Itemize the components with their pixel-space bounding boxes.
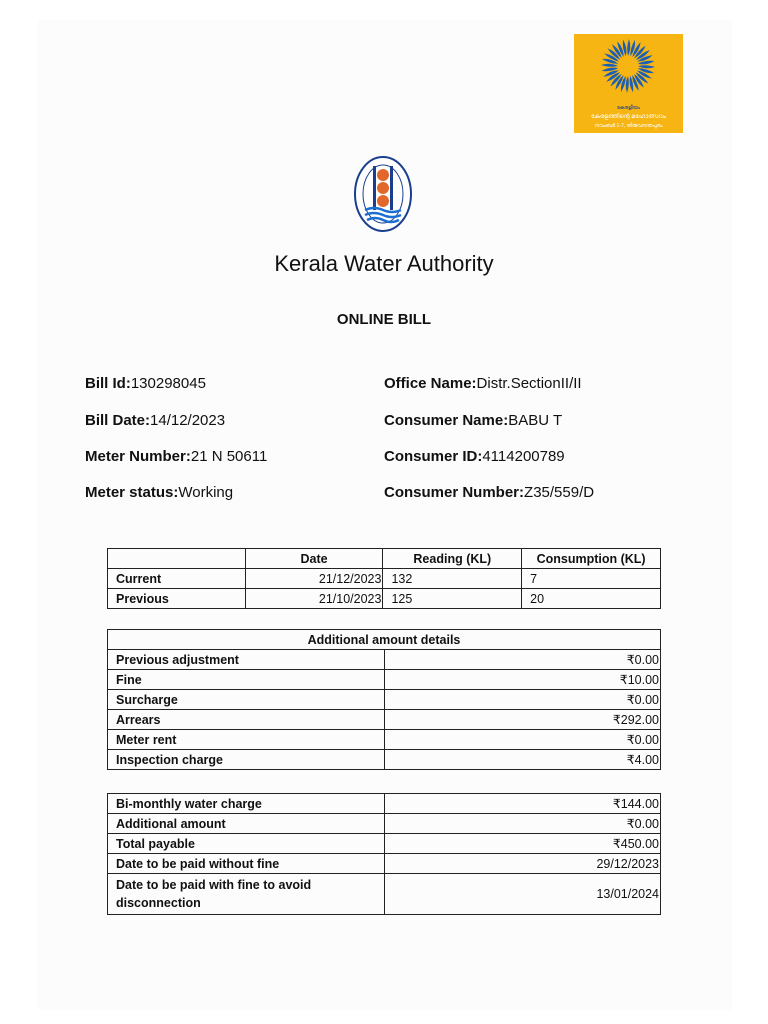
additional-label: Meter rent bbox=[108, 730, 385, 750]
consumer-number-label: Consumer Number: bbox=[384, 484, 525, 501]
table-row bbox=[108, 589, 661, 609]
sun-ray bbox=[638, 65, 655, 68]
summary-table bbox=[107, 793, 661, 915]
additional-value: ₹10.00 bbox=[385, 670, 661, 690]
meter-status-label: Meter status: bbox=[85, 484, 179, 501]
office-name-label: Office Name: bbox=[384, 375, 477, 392]
consumption-previous: 20 bbox=[522, 589, 661, 609]
readings-header-reading: Reading (KL) bbox=[383, 549, 522, 569]
additional-amount-table bbox=[107, 629, 661, 770]
additional-value: ₹4.00 bbox=[385, 750, 661, 770]
summary-label: Date to be paid without fine bbox=[108, 854, 385, 874]
sun-ray bbox=[627, 39, 630, 56]
office-name-field bbox=[384, 375, 582, 392]
additional-value: ₹0.00 bbox=[385, 730, 661, 750]
summary-value: ₹144.00 bbox=[385, 794, 661, 814]
additional-label: Surcharge bbox=[108, 690, 385, 710]
consumer-name-field bbox=[384, 412, 562, 429]
reading-date-current: 21/12/2023 bbox=[245, 569, 383, 589]
table-row bbox=[108, 690, 661, 710]
consumer-number-value: Z35/559/D bbox=[524, 484, 595, 501]
consumer-id-value: 4114200789 bbox=[482, 448, 565, 465]
consumer-number-field bbox=[384, 484, 594, 501]
meter-number-value: 21 N 50611 bbox=[190, 448, 268, 465]
reading-date-previous: 21/10/2023 bbox=[245, 589, 383, 609]
bill-date-field bbox=[85, 412, 225, 429]
keraleeyam-text-3: നവംബർ 1-7, തിരുവനന്തപുരം bbox=[594, 123, 663, 129]
summary-value: ₹450.00 bbox=[385, 834, 661, 854]
additional-label: Arrears bbox=[108, 710, 385, 730]
kwa-emblem-icon bbox=[352, 154, 414, 234]
summary-value: 29/12/2023 bbox=[385, 854, 661, 874]
table-row bbox=[108, 834, 661, 854]
table-row bbox=[108, 814, 661, 834]
table-row bbox=[108, 670, 661, 690]
table-row bbox=[108, 750, 661, 770]
readings-header-row bbox=[108, 549, 661, 569]
meter-status-field bbox=[85, 484, 233, 501]
sun-ray bbox=[626, 76, 629, 93]
keraleeyam-text-2: കേരളത്തിന്റെ മഹോത്സവം bbox=[590, 114, 667, 120]
document-title: ONLINE BILL bbox=[336, 311, 432, 328]
readings-header-blank bbox=[108, 549, 246, 569]
summary-label: Date to be paid with fine to avoid disconnection bbox=[108, 874, 385, 915]
additional-label: Inspection charge bbox=[108, 750, 385, 770]
summary-label: Bi-monthly water charge bbox=[108, 794, 385, 814]
additional-value: ₹292.00 bbox=[385, 710, 661, 730]
bill-id-value: 130298045 bbox=[130, 375, 206, 392]
organization-title: Kerala Water Authority bbox=[274, 251, 494, 276]
summary-label: Total payable bbox=[108, 834, 385, 854]
additional-header: Additional amount details bbox=[108, 630, 661, 650]
consumer-name-label: Consumer Name: bbox=[384, 412, 509, 429]
meter-status-value: Working bbox=[178, 484, 234, 501]
table-row bbox=[108, 569, 661, 589]
keraleeyam-logo bbox=[574, 34, 683, 136]
summary-value: 13/01/2024 bbox=[385, 874, 661, 915]
bill-id-field bbox=[85, 375, 206, 392]
consumer-id-field bbox=[384, 448, 565, 465]
bill-id-label: Bill Id: bbox=[85, 375, 131, 392]
additional-value: ₹0.00 bbox=[385, 650, 661, 670]
consumer-id-label: Consumer ID: bbox=[384, 448, 483, 465]
table-row bbox=[108, 650, 661, 670]
bill-date-value: 14/12/2023 bbox=[150, 412, 226, 429]
readings-header-consumption: Consumption (KL) bbox=[522, 549, 661, 569]
reading-label-previous: Previous bbox=[108, 589, 246, 609]
readings-header-date: Date bbox=[245, 549, 383, 569]
summary-value: ₹0.00 bbox=[385, 814, 661, 834]
table-row bbox=[108, 730, 661, 750]
additional-header-row bbox=[108, 630, 661, 650]
readings-table bbox=[107, 548, 661, 609]
additional-value: ₹0.00 bbox=[385, 690, 661, 710]
table-row bbox=[108, 794, 661, 814]
meter-number-field bbox=[85, 448, 267, 465]
table-row bbox=[108, 854, 661, 874]
table-row bbox=[108, 874, 661, 915]
consumption-current: 7 bbox=[522, 569, 661, 589]
additional-label: Previous adjustment bbox=[108, 650, 385, 670]
consumer-name-value: BABU T bbox=[508, 412, 563, 429]
bill-date-label: Bill Date: bbox=[85, 412, 151, 429]
office-name-value: Distr.SectionII/II bbox=[476, 375, 582, 392]
meter-number-label: Meter Number: bbox=[85, 448, 191, 465]
reading-value-current: 132 bbox=[383, 569, 522, 589]
reading-label-current: Current bbox=[108, 569, 246, 589]
additional-label: Fine bbox=[108, 670, 385, 690]
keraleeyam-text-1: കേരളീയം bbox=[617, 105, 640, 111]
summary-label: Additional amount bbox=[108, 814, 385, 834]
reading-value-previous: 125 bbox=[383, 589, 522, 609]
sun-ray bbox=[601, 64, 618, 67]
table-row bbox=[108, 710, 661, 730]
keraleeyam-bar bbox=[574, 133, 683, 136]
